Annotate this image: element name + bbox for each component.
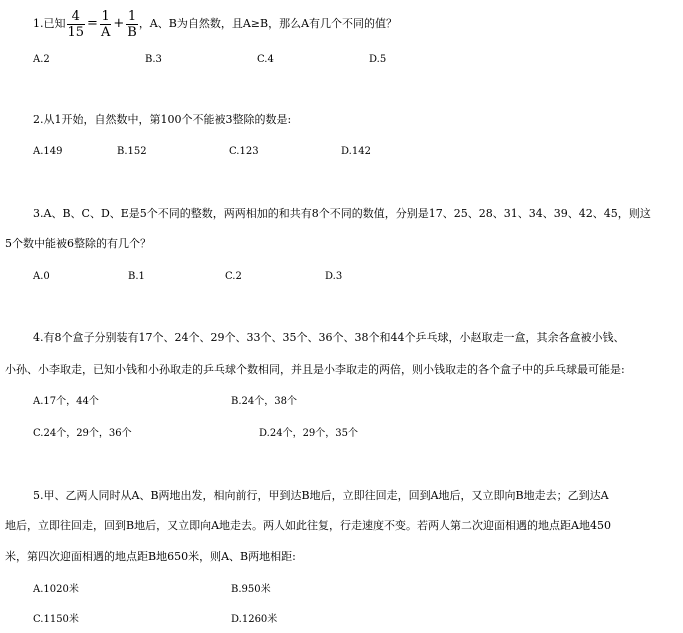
question-4-option-a[interactable]: A.17个，44个: [33, 396, 99, 407]
question-2-option-b[interactable]: B.152: [117, 146, 147, 157]
question-1-option-d[interactable]: D.5: [369, 54, 387, 65]
question-3-option-b[interactable]: B.1: [128, 271, 145, 282]
question-4-option-c[interactable]: C.24个，29个，36个: [33, 428, 132, 439]
question-4-option-d[interactable]: D.24个，29个，35个: [259, 428, 359, 439]
question-1-suffix: ，A、B为自然数，且A≥B，那么A有几个不同的值？: [138, 17, 398, 30]
question-1-option-a[interactable]: A.2: [33, 54, 50, 65]
equals-sign: =: [87, 16, 98, 31]
question-3-stem-line-1: 3.A、B、C、D、E是5个不同的整数，两两相加的和共有8个不同的数值，分别是17、25、28、31、34、39、42、45，则这: [33, 207, 651, 220]
question-5-stem-line-1: 5.甲、乙两人同时从A、B两地出发，相向前行，甲到达B地后，立即往回走，回到A地后，又立即向B地走去；乙到达A: [33, 489, 609, 502]
fraction-4-15: $\frac{4}{15}$: [67, 8, 85, 40]
fraction-1-b: $\frac{1}{B}$: [127, 8, 137, 40]
question-1-option-c[interactable]: C.4: [257, 54, 274, 65]
question-4-stem-line-2: 小孙、小李取走，已知小钱和小孙取走的乒乓球个数相同，并且是小李取走的两倍，则小钱取走的各个盒子中的乒乓球最可能是:: [5, 363, 625, 376]
question-1-prefix: 1.已知: [33, 17, 66, 30]
question-2-stem: 2.从1开始，自然数中，第100个不能被3整除的数是:: [33, 113, 292, 126]
plus-sign: +: [113, 16, 125, 31]
question-1-stem: [33, 8, 397, 40]
question-5-stem-line-3: 米，第四次迎面相遇的地点距B地650米，则A、B两地相距:: [5, 550, 296, 563]
question-3-option-c[interactable]: C.2: [225, 271, 242, 282]
question-3-stem-line-2: 5个数中能被6整除的有几个？: [5, 237, 151, 250]
question-2-option-a[interactable]: A.149: [33, 146, 63, 157]
question-5-stem-line-2: 地后，立即往回走，回到B地后，又立即向A地走去。两人如此往复，行走速度不变。若两人第二次迎面相遇的地点距A地450: [5, 519, 611, 532]
question-5-option-b[interactable]: B.950米: [231, 584, 271, 595]
fraction-1-a: $\frac{1}{A}$: [100, 8, 111, 40]
question-2-option-c[interactable]: C.123: [229, 146, 259, 157]
question-4-stem-line-1: 4.有8个盒子分别装有17个、24个、29个、33个、35个、36个、38个和44个乒乓球，小赵取走一盒，其余各盒被小钱、: [33, 331, 625, 344]
question-5-option-d[interactable]: D.1260米: [231, 614, 278, 625]
question-1-option-b[interactable]: B.3: [145, 54, 162, 65]
question-5-option-c[interactable]: C.1150米: [33, 614, 79, 625]
question-3-option-d[interactable]: D.3: [325, 271, 343, 282]
question-5-option-a[interactable]: A.1020米: [33, 584, 79, 595]
question-3-option-a[interactable]: A.0: [33, 271, 50, 282]
question-2-option-d[interactable]: D.142: [341, 146, 371, 157]
question-4-option-b[interactable]: B.24个，38个: [231, 396, 297, 407]
